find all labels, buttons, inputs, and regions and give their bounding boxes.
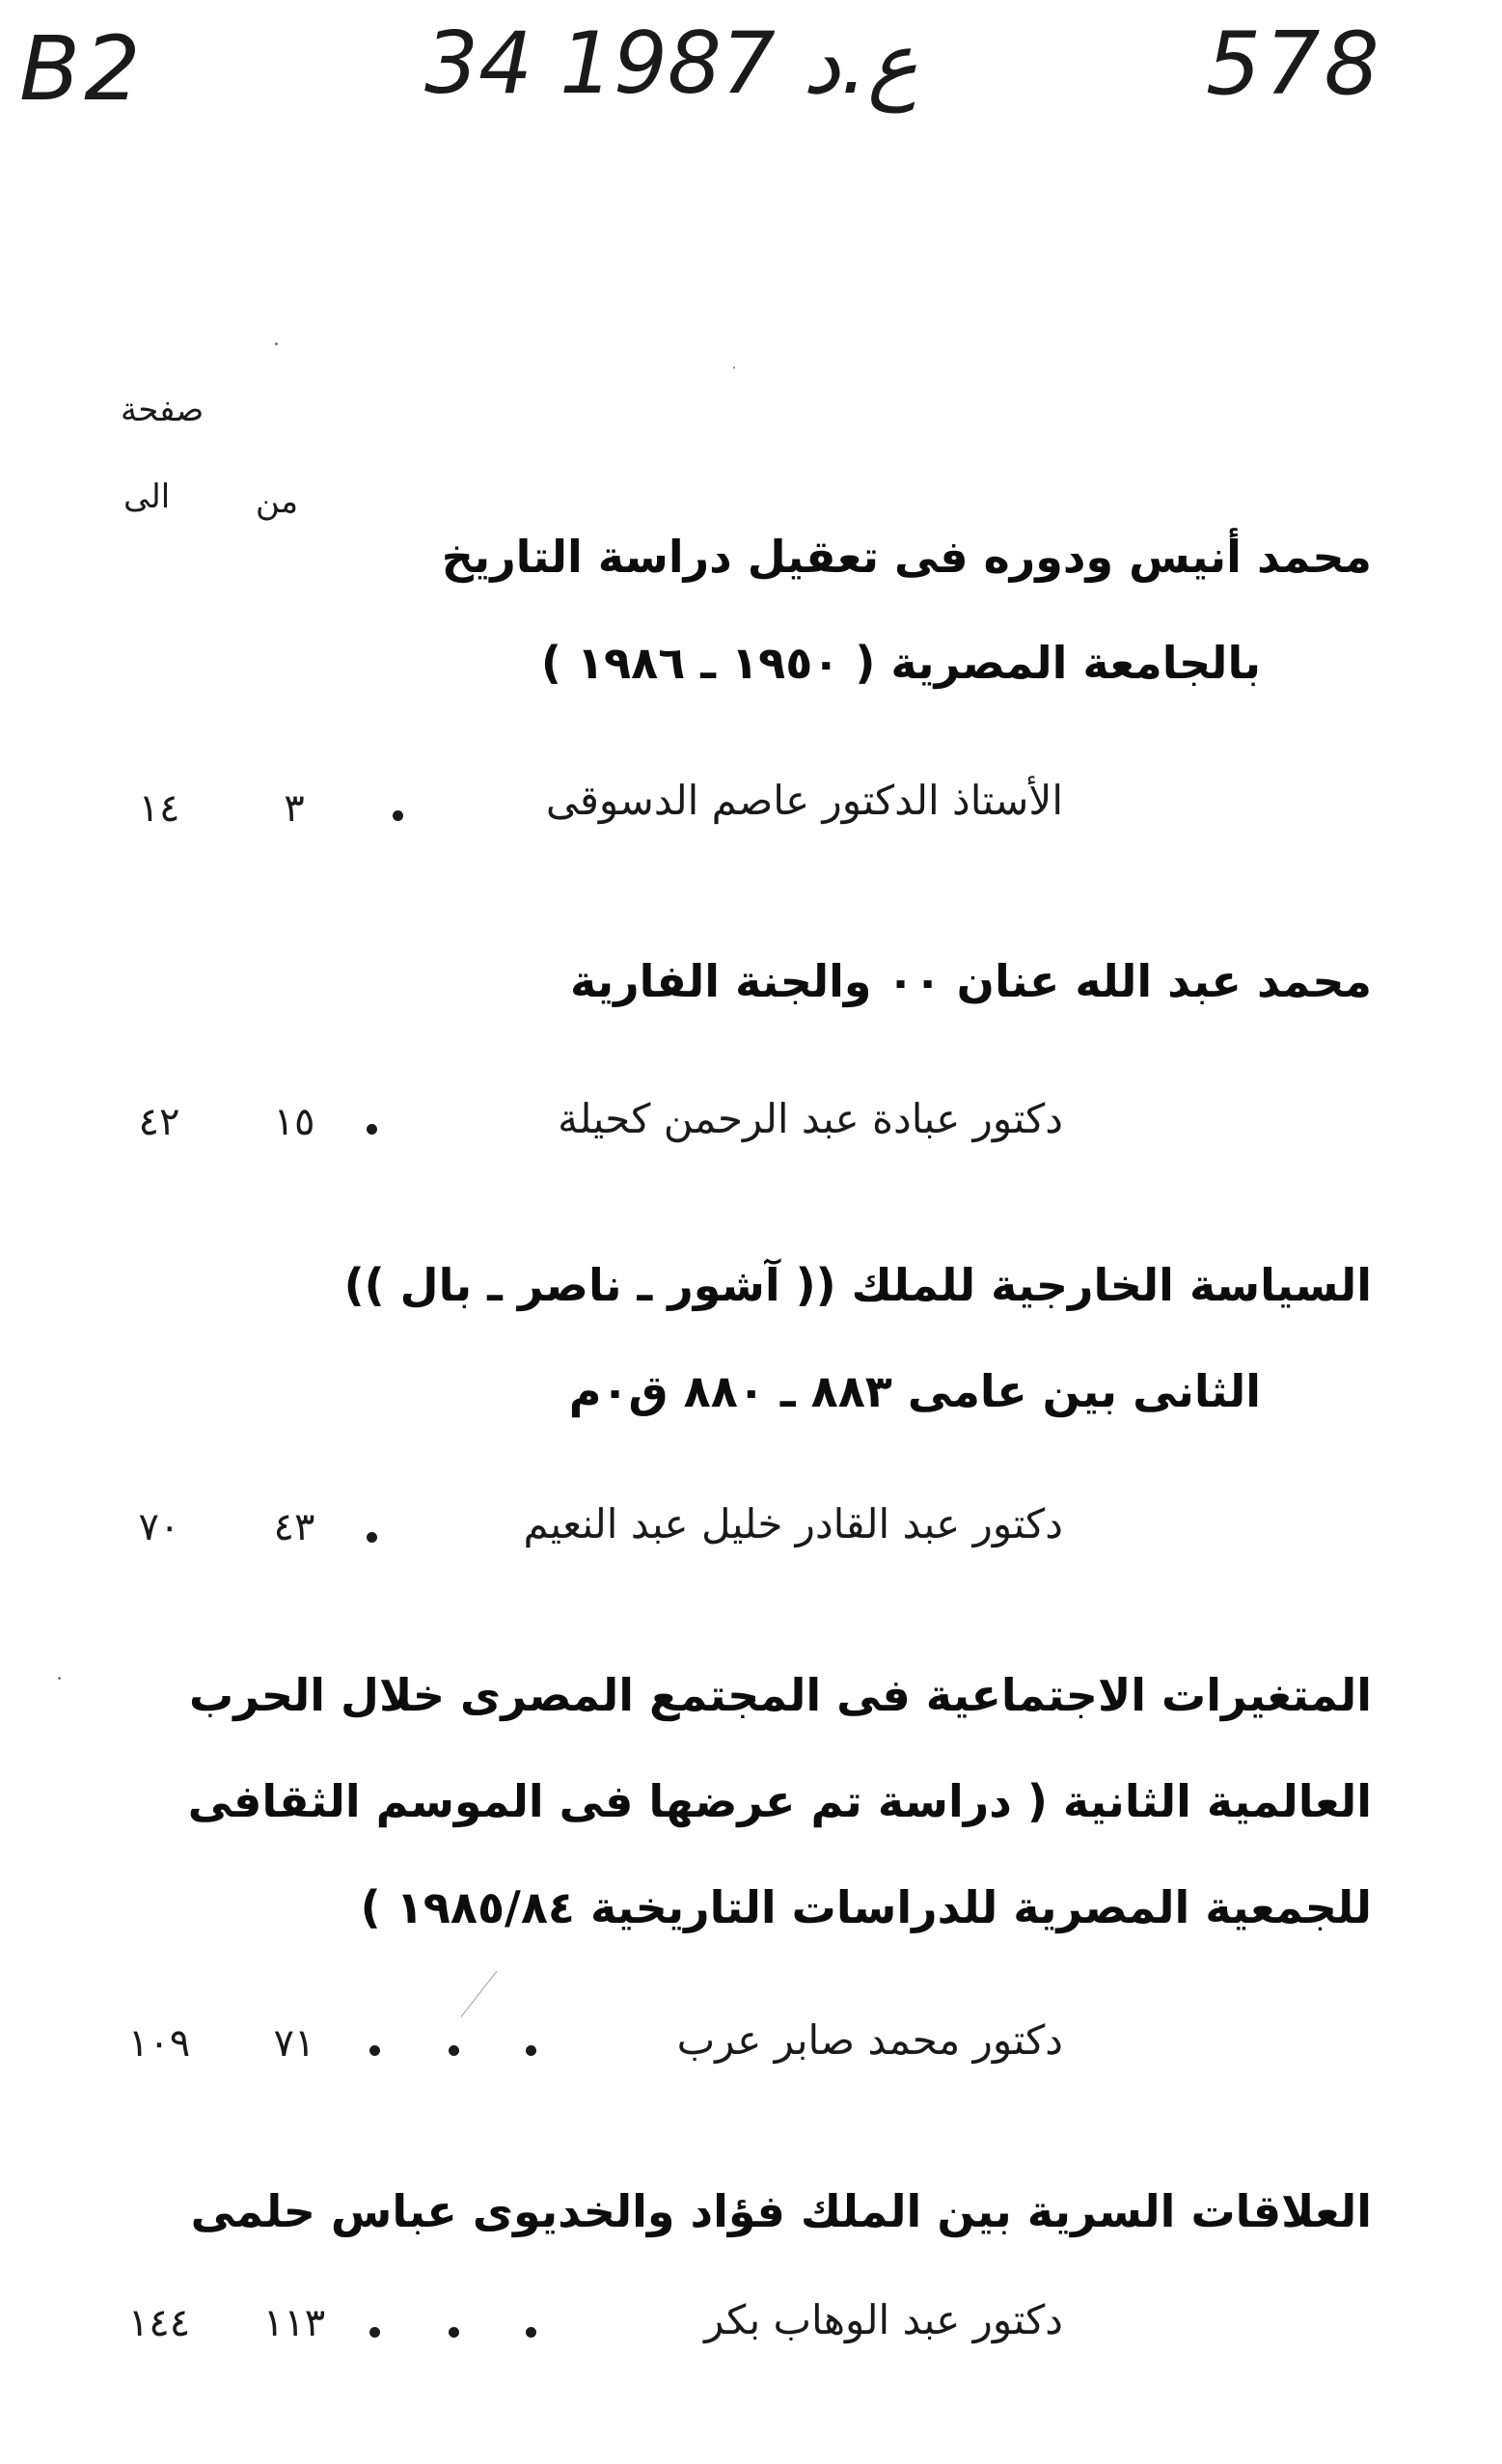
leader-dot	[449, 2045, 459, 2056]
entry-5-page-from: ١١٣	[262, 2301, 326, 2345]
stray-pen-mark	[461, 1971, 498, 2017]
entry-2-author: دكتور عبادة عبد الرحمن كحيلة	[558, 1095, 1063, 1142]
entry-3-page-from: ٤٣	[273, 1505, 315, 1549]
entry-5-author: دكتور عبد الوهاب بكر	[704, 2296, 1063, 2343]
entry-1-page-from: ٣	[284, 786, 305, 831]
entry-1-author: الأستاذ الدكتور عاصم الدسوقى	[545, 777, 1063, 824]
entry-4-page-from: ٧١	[273, 2021, 315, 2066]
leader-dot	[449, 2327, 459, 2338]
handwritten-volume-year: 34 ع.د 1987	[424, 14, 918, 113]
entry-3-title-line-1: السياسة الخارجية للملك (( آشور ـ ناصر ـ بال ))	[343, 1259, 1372, 1311]
column-header-page: صفحة	[121, 391, 205, 429]
entry-1-title-line-1: محمد أنيس ودوره فى تعقيل دراسة التاريخ	[441, 531, 1372, 583]
handwritten-number: 578	[1206, 14, 1383, 115]
leader-dot	[526, 2327, 536, 2338]
entry-3-author: دكتور عبد القادر خليل عبد النعيم	[523, 1500, 1063, 1547]
entry-1-title-line-2: بالجامعة المصرية ( ١٩٥٠ ـ ١٩٨٦ )	[540, 637, 1261, 689]
entry-4-title-line-2: العالمية الثانية ( دراسة تم عرضها فى الموسم الثقافى	[187, 1775, 1372, 1827]
entry-1-page-to: ١٤	[138, 786, 180, 831]
column-header-from: من	[256, 482, 299, 521]
entry-4-author: دكتور محمد صابر عرب	[676, 2016, 1063, 2064]
scan-speck	[733, 367, 735, 369]
scan-speck	[58, 1677, 61, 1680]
handwritten-shelf-mark: B2	[19, 17, 145, 121]
leader-dot	[393, 810, 403, 821]
entry-5-title-line-1: العلاقات السرية بين الملك فؤاد والخديوى عباس حلمى	[190, 2185, 1372, 2237]
scan-speck	[275, 342, 278, 345]
entry-5-page-to: ١٤٤	[127, 2301, 191, 2345]
entry-2-page-to: ٤٢	[138, 1100, 180, 1144]
leader-dot	[369, 2327, 380, 2338]
leader-dot	[367, 1124, 377, 1135]
leader-dot	[369, 2045, 380, 2056]
entry-3-page-to: ٧٠	[138, 1505, 180, 1549]
entry-4-title-line-1: المتغيرات الاجتماعية فى المجتمع المصرى خلال الحرب	[189, 1669, 1372, 1721]
entry-4-page-to: ١٠٩	[127, 2021, 191, 2066]
entry-2-title-line-1: محمد عبد الله عنان ٠٠ والجنة الفارية	[569, 955, 1372, 1007]
leader-dot	[526, 2045, 536, 2056]
column-header-to: الى	[123, 478, 171, 516]
entry-2-page-from: ١٥	[273, 1100, 315, 1144]
entry-3-title-line-2: الثانى بين عامى ٨٨٣ ـ ٨٨٠ ق٠م	[568, 1365, 1261, 1417]
entry-4-title-line-3: للجمعية المصرية للدراسات التاريخية ١٩٨٥/٨٤ )	[360, 1881, 1372, 1933]
leader-dot	[367, 1532, 377, 1543]
